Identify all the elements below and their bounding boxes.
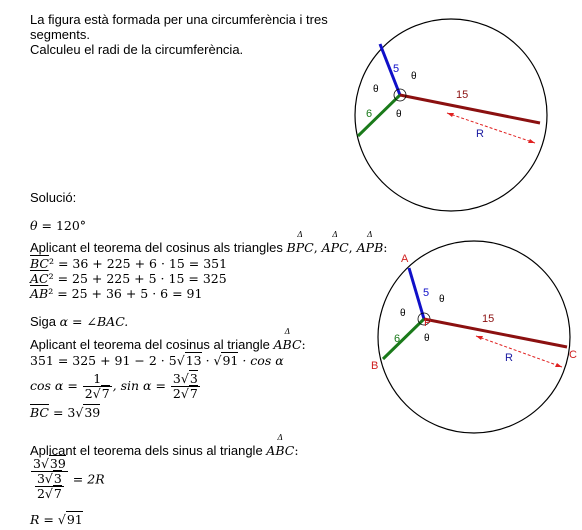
theta-value: = 120° [37, 218, 87, 233]
solution-heading: Solució: [30, 190, 77, 205]
label-15-2: 15 [482, 313, 495, 325]
cosine-intro-text: Aplicant el teorema del cosinus als triangles [30, 240, 287, 255]
segment-5-blue-2 [409, 268, 424, 319]
radius-line-2 [476, 336, 562, 367]
cos-alpha-fraction: $\frac{1}{2√7}$ [84, 371, 110, 401]
bc-squared-value: ² = 36 + 225 + 6 · 15 = 351 [48, 256, 228, 271]
point-p: P [424, 317, 432, 329]
cosine-abc-equation [30, 353, 284, 368]
sine-compound-fraction: $\frac{3√39}{\frac{3√3}{2√7}}$ [33, 456, 66, 501]
ab-squared-equation [30, 286, 202, 301]
alpha-intro-text: Siga [30, 314, 60, 329]
bc-segment: $\overline{BC}$ [30, 256, 49, 271]
r-lhs: R = [30, 512, 58, 527]
triangle-apc: Δ APC [322, 240, 349, 255]
label-r-2: R [505, 352, 513, 364]
eq351-part-c: · cos α [238, 353, 284, 368]
ac-segment: $\overline{AC}$ [30, 271, 49, 286]
ac-squared-value: ² = 25 + 225 + 5 · 15 = 325 [48, 271, 227, 286]
sqrt-91: √91 [213, 353, 239, 368]
theta-symbol: θ [30, 218, 38, 233]
sqrt-91-result: √91 [57, 512, 83, 527]
sine-law-equation [30, 457, 105, 501]
segment-6-green-2 [383, 319, 424, 359]
sin-alpha-fraction: $\frac{3√3}{2√7}$ [172, 371, 198, 401]
triangle-bpc: Δ BPC [287, 240, 314, 255]
triangle-abc-2: Δ ABC [266, 443, 294, 458]
label-5: 5 [393, 63, 400, 75]
theta-2-2: θ [439, 294, 445, 305]
ab-segment: $\overline{AB}$ [30, 286, 49, 301]
label-6: 6 [366, 108, 373, 120]
sqrt-39: √39 [75, 405, 101, 420]
point-c: C [569, 349, 577, 361]
sine-rhs: = 2R [68, 471, 105, 487]
cos-alpha-lhs: cos α = [30, 378, 82, 393]
theta-2: θ [411, 71, 417, 82]
sine-intro-text: Aplicant el teorema dels sinus al triangle [30, 443, 267, 458]
eq351-part-a: 351 = 325 + 91 − 2 · 5 [30, 353, 177, 368]
radius-arrow-end-2 [555, 363, 562, 367]
label-6-2: 6 [394, 333, 401, 345]
problem-line-3: Calculeu el radi de la circumferència. [30, 42, 244, 57]
alpha-definition [30, 314, 128, 329]
theta-1: θ [373, 84, 379, 95]
alpha-angle: α = ∠BAC. [59, 314, 129, 329]
bc-value-segment: $\overline{BC}$ [30, 405, 49, 420]
label-r: R [476, 128, 484, 140]
theta-1-2: θ [400, 308, 406, 319]
ac-squared-equation [30, 271, 227, 286]
problem-line-1: La figura està formada per una circumferència i tres [30, 12, 328, 27]
cosine-abc-text: Aplicant el teorema del cosinus al triangle [30, 337, 274, 352]
label-15: 15 [456, 89, 469, 101]
bc-value-coef: = 3 [48, 405, 76, 420]
eq351-part-b: · [201, 353, 214, 368]
radius-arrow-start-2 [476, 336, 483, 340]
sin-alpha-lhs: , sin α = [112, 378, 170, 393]
cosine-law-intro: Aplicant el teorema del cosinus als triangles Δ BPC, Δ APC, Δ APB: [30, 240, 387, 255]
problem-line-2: segments. [30, 27, 90, 42]
bc-squared-equation [30, 256, 227, 271]
bc-value-equation [30, 405, 100, 420]
theta-3-2: θ [424, 333, 430, 344]
triangle-abc: Δ ABC [274, 337, 302, 352]
triangle-apb: Δ APB [357, 240, 384, 255]
point-b: B [371, 360, 379, 372]
ab-squared-value: ² = 25 + 36 + 5 · 6 = 91 [48, 286, 203, 301]
theta-3: θ [396, 109, 402, 120]
cosine-abc-intro: Aplicant el teorema del cosinus al triangle Δ ABC: [30, 337, 306, 352]
cos-sin-equation [30, 371, 201, 401]
r-result [30, 512, 83, 527]
sine-law-intro: Aplicant el teorema dels sinus al triangle Δ ABC: [30, 443, 299, 458]
point-a: A [401, 253, 409, 265]
sqrt-13: √13 [176, 353, 202, 368]
label-5-2: 5 [423, 287, 430, 299]
theta-equation [30, 218, 86, 233]
